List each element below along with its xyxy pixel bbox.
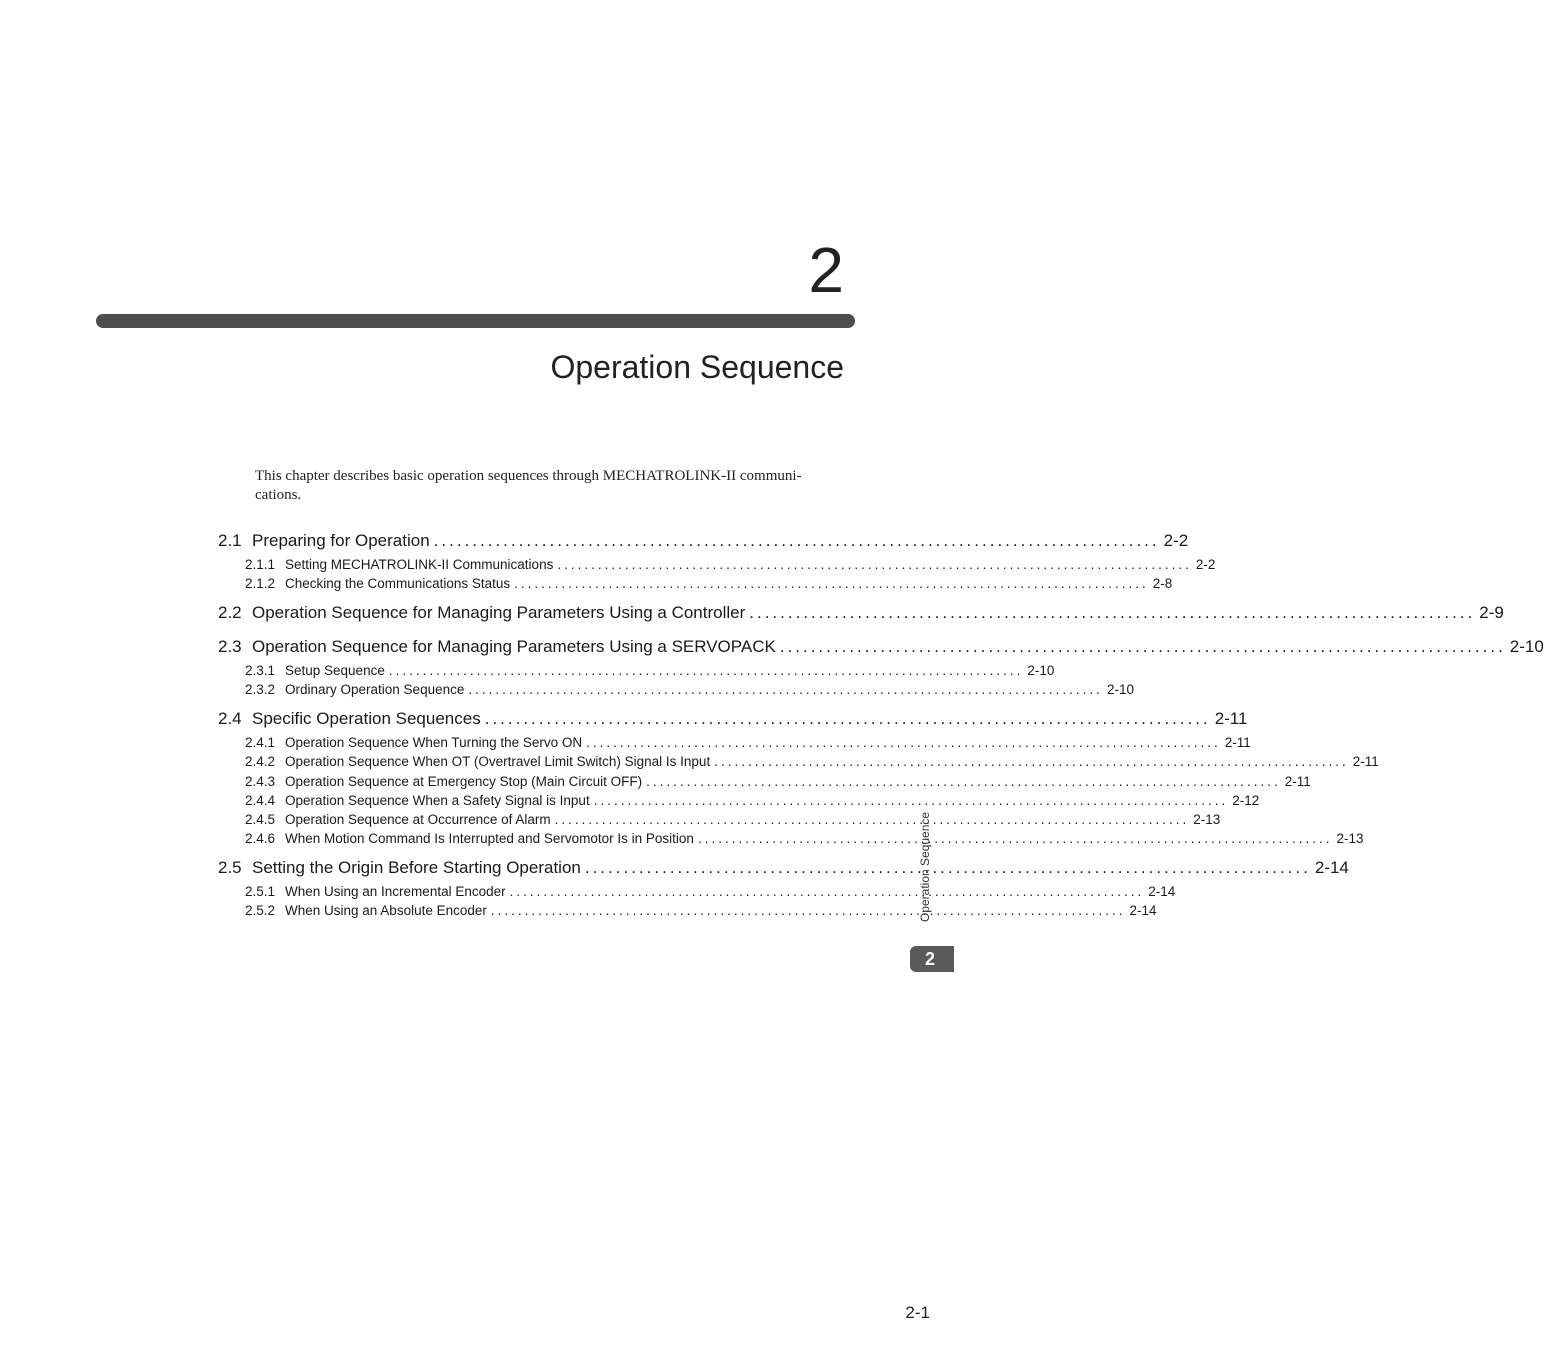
toc-page: 2-8 [1152,576,1173,591]
toc-title: Operation Sequence When OT (Overtravel Limit Switch) Signal Is Input [285,754,711,769]
toc-number: 2.3.1 [245,663,276,678]
toc-entry-2-1-1[interactable] [245,557,1216,576]
toc-entry-2-2[interactable] [218,603,1504,627]
toc-entry-2-5[interactable] [218,858,1349,882]
toc-page: 2-13 [1193,812,1221,827]
toc-leader: .............................................................................................. [484,709,1211,728]
chapter-title: Operation Sequence [550,349,844,385]
toc-title: Operation Sequence at Occurrence of Alarm [285,812,551,827]
toc-entry-2-4[interactable] [218,709,1248,733]
toc-leader: .............................................................................................. [514,576,1149,591]
toc-leader: .............................................................................................. [554,812,1190,827]
toc-entry-2-1-2[interactable] [245,576,1173,595]
toc-leader: .............................................................................................. [697,831,1333,846]
toc-number: 2.4.4 [245,793,276,808]
toc-entry-2-3-2[interactable] [245,682,1134,701]
toc-number: 2.5.2 [245,903,276,918]
toc-number: 2.4.2 [245,754,276,769]
toc-leader: .............................................................................................. [468,682,1103,697]
toc-number: 2.2 [218,603,242,622]
toc-entry-2-5-2[interactable] [245,903,1157,922]
toc-title: When Using an Absolute Encoder [285,903,487,918]
toc-page: 2-11 [1284,774,1311,789]
toc-page: 2-11 [1214,709,1248,728]
toc-page: 2-11 [1352,754,1379,769]
toc-number: 2.1.1 [245,557,276,572]
toc-number: 2.4.5 [245,812,276,827]
toc-leader: .............................................................................................. [646,774,1281,789]
toc-leader: .............................................................................................. [779,637,1506,656]
toc-number: 2.4 [218,709,242,728]
toc-entry-2-3[interactable] [218,637,1544,661]
toc-page: 2-2 [1163,531,1189,550]
toc-leader: .............................................................................................. [584,858,1311,877]
toc-title: Ordinary Operation Sequence [285,682,465,697]
toc-number: 2.3.2 [245,682,276,697]
toc-entry-2-4-6[interactable] [245,831,1364,850]
side-tab-chapter-number: 2 [910,946,954,972]
toc-leader: .............................................................................................. [433,531,1160,550]
toc-page: 2-10 [1106,682,1134,697]
toc-title: Setting MECHATROLINK-II Communications [285,557,554,572]
toc-title: Checking the Communications Status [285,576,511,591]
toc-number: 2.3 [218,637,242,656]
toc-title: Setup Sequence [285,663,385,678]
toc-title: Specific Operation Sequences [252,709,481,728]
toc-entry-2-5-1[interactable] [245,884,1176,903]
toc-leader: .............................................................................................. [557,557,1192,572]
chapter-intro: This chapter describes basic operation sequences through MECHATROLINK-II communi-cations. [255,468,802,503]
toc-number: 2.5.1 [245,884,276,899]
toc-title: Setting the Origin Before Starting Operation [252,858,581,877]
toc-title: Operation Sequence When a Safety Signal is Input [285,793,590,808]
chapter-divider-bar [96,314,855,328]
toc-page: 2-10 [1509,637,1544,656]
toc-leader: .............................................................................................. [388,663,1024,678]
toc-title: Operation Sequence for Managing Parameters Using a Controller [252,603,746,622]
toc-entry-2-4-5[interactable] [245,812,1221,831]
toc-page: 2-14 [1148,884,1176,899]
side-tab-label: Operation Sequence [918,811,932,922]
toc-number: 2.4.6 [245,831,276,846]
toc-page: 2-12 [1232,793,1260,808]
toc-title: Operation Sequence for Managing Parameters Using a SERVOPACK [252,637,776,656]
toc-entry-2-4-4[interactable] [245,793,1260,812]
toc-entry-2-1[interactable] [218,531,1189,555]
toc-number: 2.5 [218,858,242,877]
toc-number: 2.4.3 [245,774,276,789]
toc-entry-2-3-1[interactable] [245,663,1055,682]
toc-leader: .............................................................................................. [593,793,1229,808]
toc-title: Operation Sequence at Emergency Stop (Main Circuit OFF) [285,774,643,789]
toc-page: 2-9 [1479,603,1504,622]
toc-number: 2.1.2 [245,576,276,591]
chapter-number: 2 [808,234,844,306]
page-number: 2-1 [905,1303,930,1322]
toc-page: 2-14 [1314,858,1349,877]
toc-leader: .............................................................................................. [490,903,1126,918]
toc-entry-2-4-2[interactable] [245,754,1379,773]
toc-leader: .............................................................................................. [586,735,1221,750]
toc-page: 2-13 [1336,831,1364,846]
toc-entry-2-4-3[interactable] [245,774,1311,793]
toc-title: Preparing for Operation [252,531,430,550]
toc-page: 2-2 [1195,557,1216,572]
toc-number: 2.4.1 [245,735,276,750]
toc-leader: .............................................................................................. [509,884,1145,899]
toc-title: When Using an Incremental Encoder [285,884,506,899]
toc-leader: .............................................................................................. [714,754,1349,769]
toc-number: 2.1 [218,531,242,550]
toc-entry-2-4-1[interactable] [245,735,1251,754]
toc-leader: .............................................................................................. [749,603,1476,622]
toc-page: 2-10 [1027,663,1055,678]
toc-title: When Motion Command Is Interrupted and Servomotor Is in Position [285,831,694,846]
toc-page: 2-14 [1129,903,1157,918]
toc-title: Operation Sequence When Turning the Servo ON [285,735,583,750]
toc-page: 2-11 [1224,735,1251,750]
